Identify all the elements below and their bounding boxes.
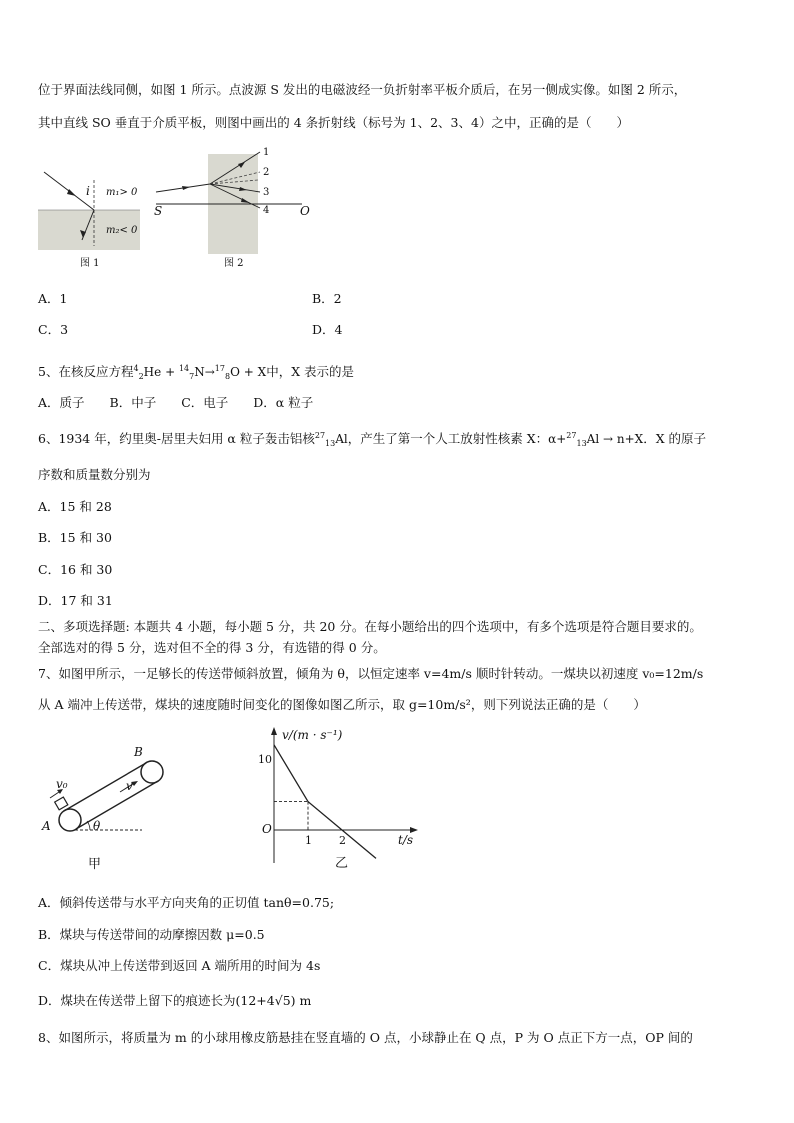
fig1-m1: m₁> 0 — [106, 187, 138, 198]
vt-xtick-0: 1 — [305, 834, 312, 847]
q5-prefix: 5、在核反应方程 — [38, 364, 134, 379]
q6-option-a: A．15 和 28 — [38, 499, 112, 514]
fig1-angle-i: i — [86, 184, 90, 198]
vt-caption: 乙 — [335, 856, 349, 871]
vt-origin: O — [262, 822, 272, 836]
q5-stem — [38, 364, 354, 382]
vt-xlabel: t/s — [398, 833, 414, 847]
q6-equation: α+$^{27}_{13}$Al → n+X — [548, 431, 644, 448]
jia-label-theta: θ — [93, 819, 101, 833]
fig2-point-O: O — [300, 204, 310, 218]
fig2-ray-label-1: 1 — [263, 147, 270, 158]
q6-option-c: C．16 和 30 — [38, 562, 113, 577]
fig2-ray-label-4: 4 — [263, 205, 270, 216]
q4-option-c: C．3 — [38, 322, 69, 337]
q7-option-c: C．煤块从冲上传送带到返回 A 端所用的时间为 4s — [38, 958, 321, 973]
figure-jia — [36, 738, 186, 873]
q6-line-2: 序数和质量数分别为 — [38, 467, 151, 482]
q4-option-b: B．2 — [312, 291, 342, 306]
fig2-ray-label-2: 2 — [263, 167, 270, 178]
jia-coal-block — [55, 797, 68, 810]
q5-equation: $^4_2$He + $^{14}_7$N→$^{17}_8$O + X — [133, 364, 267, 381]
q7-option-d: D．煤块在传送带上留下的痕迹长为(12+4√5) m — [38, 993, 312, 1008]
q4-line-2: 其中直线 SO 垂直于介质平板，则图中画出的 4 条折射线（标号为 1、2、3、4）之中，正确的是（ ） — [38, 115, 629, 130]
jia-caption: 甲 — [88, 857, 102, 872]
jia-label-B: B — [134, 745, 143, 759]
figure-2 — [150, 142, 325, 275]
fig2-arrow-in — [182, 186, 190, 190]
vt-ylabel: v/(m · s⁻¹) — [282, 728, 343, 742]
jia-belt-bottom — [76, 781, 158, 829]
q4-option-a: A．1 — [38, 291, 68, 306]
q7-line-1: 7、如图甲所示，一足够长的传送带倾斜放置，倾角为 θ，以恒定速率 v=4m/s 顺时针转动。一煤块以初速度 v₀=12m/s — [38, 666, 704, 681]
section2-line-1: 二、多项选择题: 本题共 4 小题，每小题 5 分，共 20 分。在每小题给出的四个选项中，有多个选项是符合题目要求的。 — [38, 619, 702, 634]
q6-line-1: 6、1934 年，约里奥-居里夫妇用 α 粒子轰击铝核$^{27}_{13}$Al，产生了第一个人工放射性核素 X：α+$^{27}_{13}$Al → n+X．X 的原子 — [38, 431, 707, 448]
jia-label-v0: v₀ — [56, 777, 68, 791]
q7-line-2: 从 A 端冲上传送带，煤块的速度随时间变化的图像如图乙所示，取 g=10m/s²，则下列说法正确的是（ ） — [38, 697, 646, 712]
q8-line-1: 8、如图所示，将质量为 m 的小球用橡皮筋悬挂在竖直墙的 O 点，小球静止在 Q 点，P 为 O 点正下方一点，OP 间的 — [38, 1030, 693, 1045]
jia-label-v: v — [126, 779, 133, 793]
figure-yi-chart — [252, 723, 422, 873]
fig2-caption: 图 2 — [224, 258, 244, 269]
vt-y-arrow — [271, 727, 277, 735]
fig2-source-S: S — [154, 204, 163, 218]
vt-xtick-1: 2 — [339, 834, 346, 847]
fig1-caption: 图 1 — [80, 258, 100, 269]
q6-option-b: B．15 和 30 — [38, 530, 112, 545]
fig1-m2: m₂< 0 — [106, 225, 138, 236]
q7-option-b: B．煤块与传送带间的动摩擦因数 μ=0.5 — [38, 927, 265, 942]
q6-option-d: D．17 和 31 — [38, 593, 113, 608]
q4-option-d: D．4 — [312, 322, 343, 337]
fig2-ray-label-3: 3 — [263, 187, 270, 198]
q7-option-a: A．倾斜传送带与水平方向夹角的正切值 tanθ=0.75; — [38, 895, 335, 910]
q5-suffix: 中，X 表示的是 — [266, 364, 355, 379]
q5-options: A．质子 B．中子 C．电子 D．α 粒子 — [38, 395, 314, 410]
q4-line-1: 位于界面法线同侧，如图 1 所示。点波源 S 发出的电磁波经一负折射率平板介质后，在另一侧成实像。如图 2 所示， — [38, 82, 687, 97]
jia-label-A: A — [42, 819, 51, 833]
section2-line-2: 全部选对的得 5 分，选对但不全的得 3 分，有选错的得 0 分。 — [38, 640, 386, 655]
vt-ytick-0: 10 — [258, 753, 272, 766]
jia-belt-top — [64, 763, 146, 811]
figure-1 — [36, 150, 146, 275]
